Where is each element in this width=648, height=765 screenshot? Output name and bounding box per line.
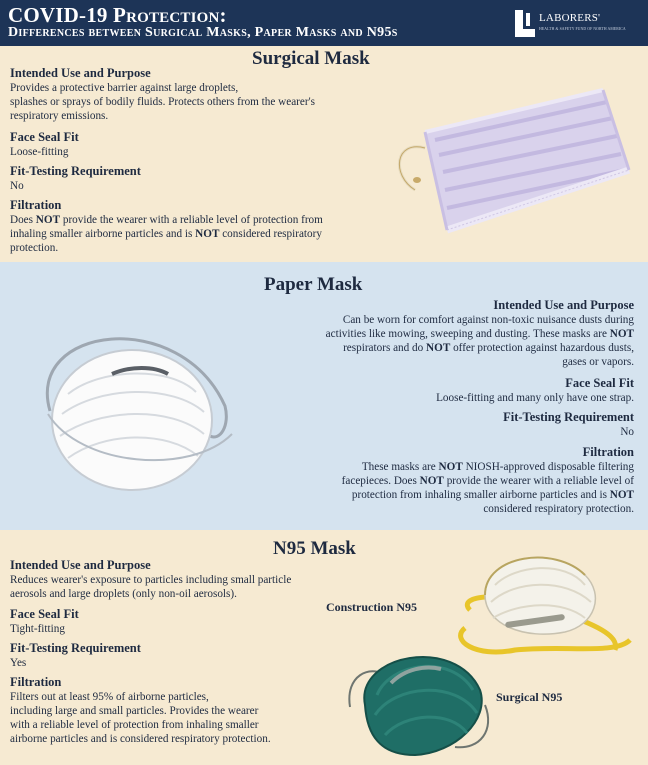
paper-filtration-text-3: protection from inhaling smaller airborne particles and is NOT [351, 489, 634, 501]
paper-use-text-4: gases or vapors. [562, 356, 634, 368]
logo-text: LABORERS' [539, 12, 601, 24]
surgical-fit-value: No [10, 180, 24, 192]
surgical-use-label: Intended Use and Purpose [10, 66, 151, 80]
paper-fit-value: No [620, 426, 634, 438]
paper-mask-image [20, 316, 250, 506]
n95-filtration-label: Filtration [10, 675, 62, 689]
paper-mask-section [0, 262, 648, 530]
surgical-use-text-2: splashes or sprays of bodily fluids. Protects others from the wearer's [10, 96, 315, 108]
laborers-logo [514, 8, 642, 40]
n95-filtration-text-3: with a reliable level of protection from inhaling smaller [10, 719, 259, 731]
logo-subtext: HEALTH & SAFETY FUND OF NORTH AMERICA [539, 27, 626, 31]
n95-filtration-text-4: airborne particles and is considered respiratory protection. [10, 733, 271, 745]
page-title: COVID-19 Protection: [8, 3, 227, 27]
paper-use-text-3: respirators and do NOT offer protection against hazardous dusts, [343, 342, 634, 354]
surgical-mask-title: Surgical Mask [252, 48, 370, 69]
surgical-filtration-label: Filtration [10, 198, 62, 212]
n95-use-text-1: Reduces wearer's exposure to particles including small particle [10, 574, 292, 586]
n95-filtration-text-2: including large and small particles. Provides the wearer [10, 705, 259, 717]
construction-n95-label: Construction N95 [326, 600, 418, 614]
n95-mask-section [0, 530, 648, 765]
surgical-use-text-1: Provides a protective barrier against large droplets, [10, 82, 239, 94]
n95-fit-value: Yes [10, 657, 27, 669]
paper-fit-label: Fit-Testing Requirement [503, 410, 634, 424]
paper-filtration-text-4: considered respiratory protection. [483, 503, 634, 515]
n95-use-label: Intended Use and Purpose [10, 558, 151, 572]
paper-filtration-text-1: These masks are NOT NIOSH-approved disposable filtering [361, 461, 634, 473]
paper-use-label: Intended Use and Purpose [493, 298, 634, 312]
surgical-seal-label: Face Seal Fit [10, 130, 79, 144]
laborers-logo-icon [514, 10, 536, 37]
surgical-mask-image [385, 80, 635, 240]
n95-seal-label: Face Seal Fit [10, 607, 79, 621]
n95-use-text-2: aerosols and large droplets (only non-oil aerosols). [10, 588, 237, 600]
paper-mask-title: Paper Mask [264, 274, 363, 295]
surgical-seal-value: Loose-fitting [10, 146, 69, 158]
surgical-n95-label: Surgical N95 [496, 690, 563, 704]
paper-seal-value: Loose-fitting and many only have one strap. [436, 392, 634, 404]
surgical-mask-section [0, 46, 648, 262]
paper-seal-label: Face Seal Fit [565, 376, 634, 390]
surgical-filtration-text-3: protection. [10, 242, 59, 254]
paper-filtration-label: Filtration [582, 445, 634, 459]
paper-filtration-text-2: facepieces. Does NOT provide the wearer with a reliable level of [341, 475, 634, 487]
surgical-fit-label: Fit-Testing Requirement [10, 164, 141, 178]
page-subtitle: Differences between Surgical Masks, Paper Masks and N95s [8, 25, 398, 40]
surgical-use-text-3: respiratory emissions. [10, 110, 109, 122]
n95-mask-title: N95 Mask [273, 538, 356, 559]
paper-use-text-1: Can be worn for comfort against non-toxic nuisance dusts during [342, 314, 634, 326]
n95-seal-value: Tight-fitting [10, 623, 65, 635]
paper-use-text-2: activities like mowing, sweeping and dusting. These masks are NOT [325, 328, 634, 340]
surgical-filtration-text-1: Does NOT provide the wearer with a reliable level of protection from [10, 214, 323, 226]
surgical-filtration-text-2: inhaling smaller airborne particles and is NOT considered respiratory [10, 228, 322, 240]
surgical-n95-image [345, 635, 495, 763]
n95-filtration-text-1: Filters out at least 95% of airborne particles, [10, 691, 209, 703]
n95-fit-label: Fit-Testing Requirement [10, 641, 141, 655]
header-banner [0, 0, 648, 46]
